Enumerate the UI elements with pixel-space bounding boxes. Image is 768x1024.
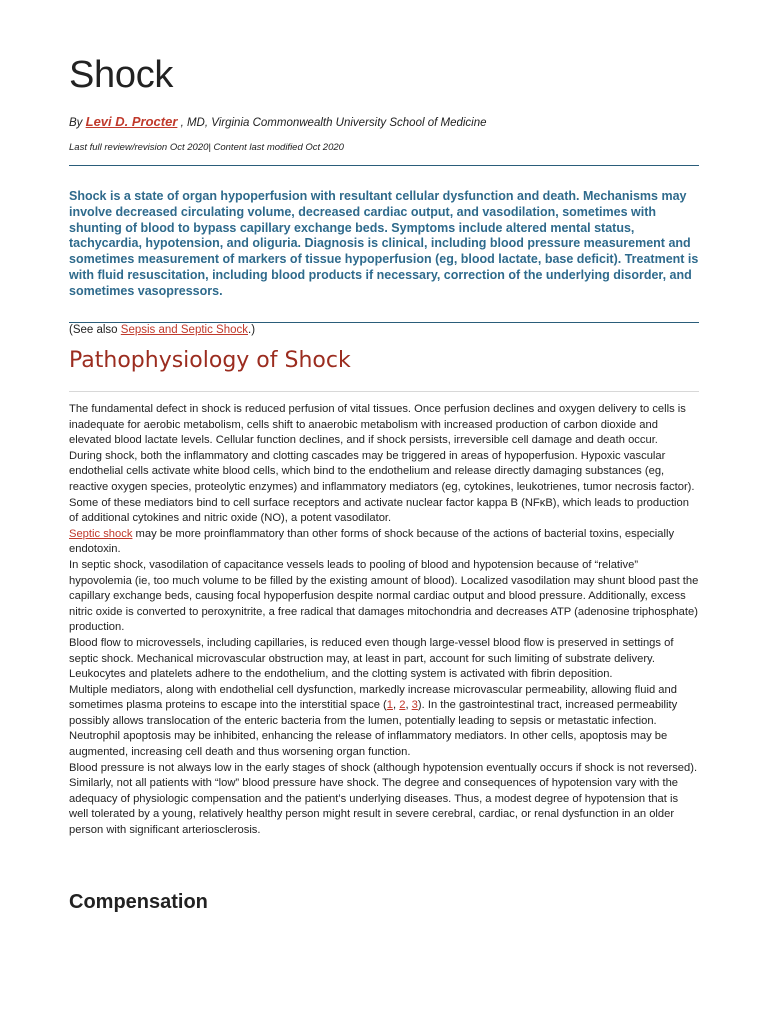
article-body [69, 402, 699, 839]
section-heading: Pathophysiology of Shock [69, 348, 351, 373]
reference-link-2[interactable]: 2 [399, 699, 406, 712]
see-also-prefix: (See also [69, 324, 121, 336]
paragraph [69, 683, 699, 730]
paragraph: Blood pressure is not always low in the early stages of shock (although hypotension eventually occurs if shock is not reversed). Similarly, not all patients with “low” blood pressure have shock. The degree and consequences of hypotension vary with the adequacy of physiologic compensation and the patient’s underlying diseases. Thus, a modest degree of hypotension that is well tolerated by a young, relatively healthy person might result in severe cerebral, cardiac, or renal dysfunction in an older person with significant arteriosclerosis. [69, 761, 698, 837]
paragraph-text: may be more proinflammatory than other forms of shock because of the actions of bacterial toxins, especially endotoxin. [69, 527, 675, 556]
reference-separator: , [405, 699, 412, 712]
paragraph-text: Multiple mediators, along with endothelial cell dysfunction, markedly increase microvascular permeability, allowing fluid and sometimes plasma proteins to escape into the interstitial space ( [69, 683, 677, 712]
summary-abstract: Shock is a state of organ hypoperfusion with resultant cellular dysfunction and death. Mechanisms may involve decreased circulating volume, decreased cardiac output, and vasodilation, sometimes with shunting of blood to bypass capillary exchange beds. Symptoms include altered mental status, tachycardia, hypotension, and oliguria. Diagnosis is clinical, including blood pressure measurement and sometimes measurement of markers of tissue hypoperfusion (eg, blood lactate, base deficit). Treatment is with fluid resuscitation, including blood products if necessary, correction of the underlying disorder, and sometimes vasopressors. [69, 189, 699, 298]
reference-separator: , [393, 699, 400, 712]
author-affiliation: , MD, Virginia Commonwealth University School of Medicine [177, 117, 487, 129]
reference-link-1[interactable]: 1 [386, 699, 393, 712]
divider-section [69, 391, 699, 392]
paragraph [69, 449, 699, 558]
see-also [69, 324, 255, 336]
next-heading-text: Compensation [69, 891, 208, 913]
paragraph: In septic shock, vasodilation of capacitance vessels leads to pooling of blood and hypotension because of “relative” hypovolemia (ie, too much volume to be filled by the existing amount of blood). Localized vasodilation may shunt blood past the capillary exchange beds, causing focal hypoperfusion despite normal cardiac output and blood pressure. Additionally, excess nitric oxide is converted to peroxynitrite, a free radical that damages mitochondria and decreases ATP (adenosine triphosphate) production. [69, 558, 699, 634]
revision-date: Last full review/revision Oct 2020| Content last modified Oct 2020 [69, 142, 344, 153]
byline [69, 114, 487, 129]
divider-top [69, 165, 699, 166]
paragraph: The fundamental defect in shock is reduced perfusion of vital tissues. Once perfusion declines and oxygen delivery to cells is inadequate for aerobic metabolism, cells shift to anaerobic metabolism with increased production of carbon dioxide and elevated blood lactate levels. Cellular function declines, and if shock persists, irreversible cell damage and death occur. [69, 403, 686, 447]
author-link[interactable]: Levi D. Procter [85, 114, 178, 129]
page-title: Shock [69, 54, 174, 96]
paragraph-text: During shock, both the inflammatory and clotting cascades may be triggered in areas of hypoperfusion. Hypoxic vascular endothelial cells activate white blood cells, which bind to the endothelium and release directly damaging substances (eg, reactive oxygen species, proteolytic enzymes) and inflammatory mediators (eg, cytokines, leukotrienes, tumor necrosis factor). Some of these mediators bind to cell surface receptors and activate nuclear factor kappa B (NFκB), which leads to production of additional cytokines and nitric oxide (NO), a potent vasodilator. [69, 449, 695, 525]
see-also-suffix: .) [248, 324, 256, 336]
septic-shock-link[interactable]: Septic shock [69, 527, 133, 540]
paragraph-text: ). In the gastrointestinal tract, increased permeability possibly allows translocation of the enteric bacteria from the lumen, potentially leading to sepsis or metastatic infection. [69, 699, 678, 727]
byline-prefix: By [69, 117, 86, 129]
reference-link-3[interactable]: 3 [411, 699, 418, 712]
next-heading-partial [69, 891, 208, 913]
divider-summary [69, 322, 699, 323]
paragraph: Blood flow to microvessels, including capillaries, is reduced even though large-vessel blood flow is preserved in settings of septic shock. Mechanical microvascular obstruction may, at least in part, account for such limiting of substrate delivery. Leukocytes and platelets adhere to the endothelium, and the clotting system is activated with fibrin deposition. [69, 636, 674, 681]
paragraph: Neutrophil apoptosis may be inhibited, enhancing the release of inflammatory mediators. In other cells, apoptosis may be augmented, increasing cell death and thus worsening organ function. [69, 730, 668, 759]
sepsis-link[interactable]: Sepsis and Septic Shock [120, 324, 248, 336]
